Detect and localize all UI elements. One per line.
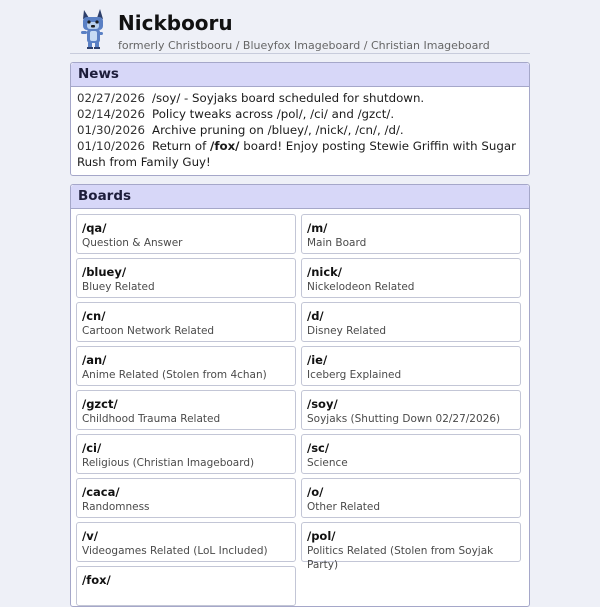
boards-panel: [70, 184, 530, 607]
site-header: [70, 8, 530, 52]
board-description: Soyjaks (Shutting Down 02/27/2026): [307, 413, 501, 425]
news-date: 02/14/2026: [77, 107, 145, 121]
news-text: Archive pruning on /bluey/, /nick/, /cn/, /d/.: [152, 123, 404, 137]
board-description: Religious (Christian Imageboard): [82, 457, 255, 469]
board-card[interactable]: [76, 434, 296, 474]
board-card[interactable]: [301, 302, 521, 342]
boards-heading: Boards: [71, 185, 529, 209]
board-path[interactable]: /bluey/: [82, 265, 127, 279]
board-description: Main Board: [307, 237, 367, 249]
board-card[interactable]: [76, 566, 296, 606]
news-date: 01/10/2026: [77, 139, 145, 153]
board-card[interactable]: [301, 346, 521, 386]
board-card[interactable]: [76, 258, 296, 298]
board-path[interactable]: /qa/: [82, 221, 107, 235]
board-path[interactable]: /gzct/: [82, 397, 118, 411]
board-path[interactable]: /soy/: [307, 397, 338, 411]
news-text-continued: board! Enjoy posting Stewie Griffin with Sugar Rush from Family Guy!: [77, 139, 516, 169]
board-card[interactable]: [301, 214, 521, 254]
board-description: Science: [307, 457, 348, 469]
news-panel: [70, 62, 530, 176]
board-path[interactable]: /d/: [307, 309, 324, 323]
board-description: Childhood Trauma Related: [82, 413, 221, 425]
board-description: Politics Related (Stolen from Soyjak Party): [307, 545, 494, 571]
board-card[interactable]: [76, 390, 296, 430]
news-list: [71, 87, 529, 175]
news-item: [77, 138, 523, 170]
board-description: Nickelodeon Related: [307, 281, 415, 293]
board-description: Iceberg Explained: [307, 369, 402, 381]
news-heading: News: [71, 63, 529, 87]
site-title[interactable]: Nickbooru: [118, 11, 233, 35]
board-card[interactable]: [301, 258, 521, 298]
board-card[interactable]: [76, 214, 296, 254]
news-item: [77, 122, 523, 138]
board-description: Videogames Related (LoL Included): [82, 545, 268, 557]
news-text: Policy tweaks across /pol/, /ci/ and /gzct/.: [152, 107, 395, 121]
news-date: 01/30/2026: [77, 123, 145, 137]
header-divider: [70, 53, 530, 54]
board-description: Cartoon Network Related: [82, 325, 215, 337]
news-item: [77, 90, 523, 106]
board-description: Bluey Related: [82, 281, 155, 293]
news-text: Return of: [152, 139, 211, 153]
site-subtitle: formerly Christbooru / Blueyfox Imageboard / Christian Imageboard: [118, 39, 490, 52]
board-path[interactable]: /v/: [82, 529, 98, 543]
page: [70, 0, 530, 607]
board-path[interactable]: /m/: [307, 221, 328, 235]
site-title-block: [118, 8, 490, 52]
board-path[interactable]: /fox/: [82, 573, 111, 587]
news-board-link[interactable]: /fox/: [210, 139, 240, 153]
board-card[interactable]: [76, 522, 296, 562]
board-path[interactable]: /ci/: [82, 441, 102, 455]
news-item: [77, 106, 523, 122]
board-path[interactable]: /o/: [307, 485, 324, 499]
board-card[interactable]: [301, 434, 521, 474]
bluey-dog-icon: [78, 8, 108, 50]
board-card[interactable]: [76, 302, 296, 342]
board-path[interactable]: /pol/: [307, 529, 336, 543]
board-path[interactable]: /ie/: [307, 353, 328, 367]
board-path[interactable]: /an/: [82, 353, 107, 367]
board-card[interactable]: [301, 478, 521, 518]
board-description: Anime Related (Stolen from 4chan): [82, 369, 267, 381]
board-path[interactable]: /sc/: [307, 441, 330, 455]
board-card[interactable]: [301, 522, 521, 571]
board-path[interactable]: /cn/: [82, 309, 106, 323]
news-text: /soy/ - Soyjaks board scheduled for shutdown.: [152, 91, 425, 105]
board-path[interactable]: /caca/: [82, 485, 120, 499]
boards-grid: [71, 209, 529, 606]
board-path[interactable]: /nick/: [307, 265, 342, 279]
board-description: Disney Related: [307, 325, 387, 337]
board-description: Randomness: [82, 501, 150, 513]
board-card[interactable]: [301, 390, 521, 430]
board-description: Other Related: [307, 501, 381, 513]
board-card[interactable]: [76, 346, 296, 386]
board-description: Question & Answer: [82, 237, 183, 249]
board-card[interactable]: [76, 478, 296, 518]
news-date: 02/27/2026: [77, 91, 145, 105]
